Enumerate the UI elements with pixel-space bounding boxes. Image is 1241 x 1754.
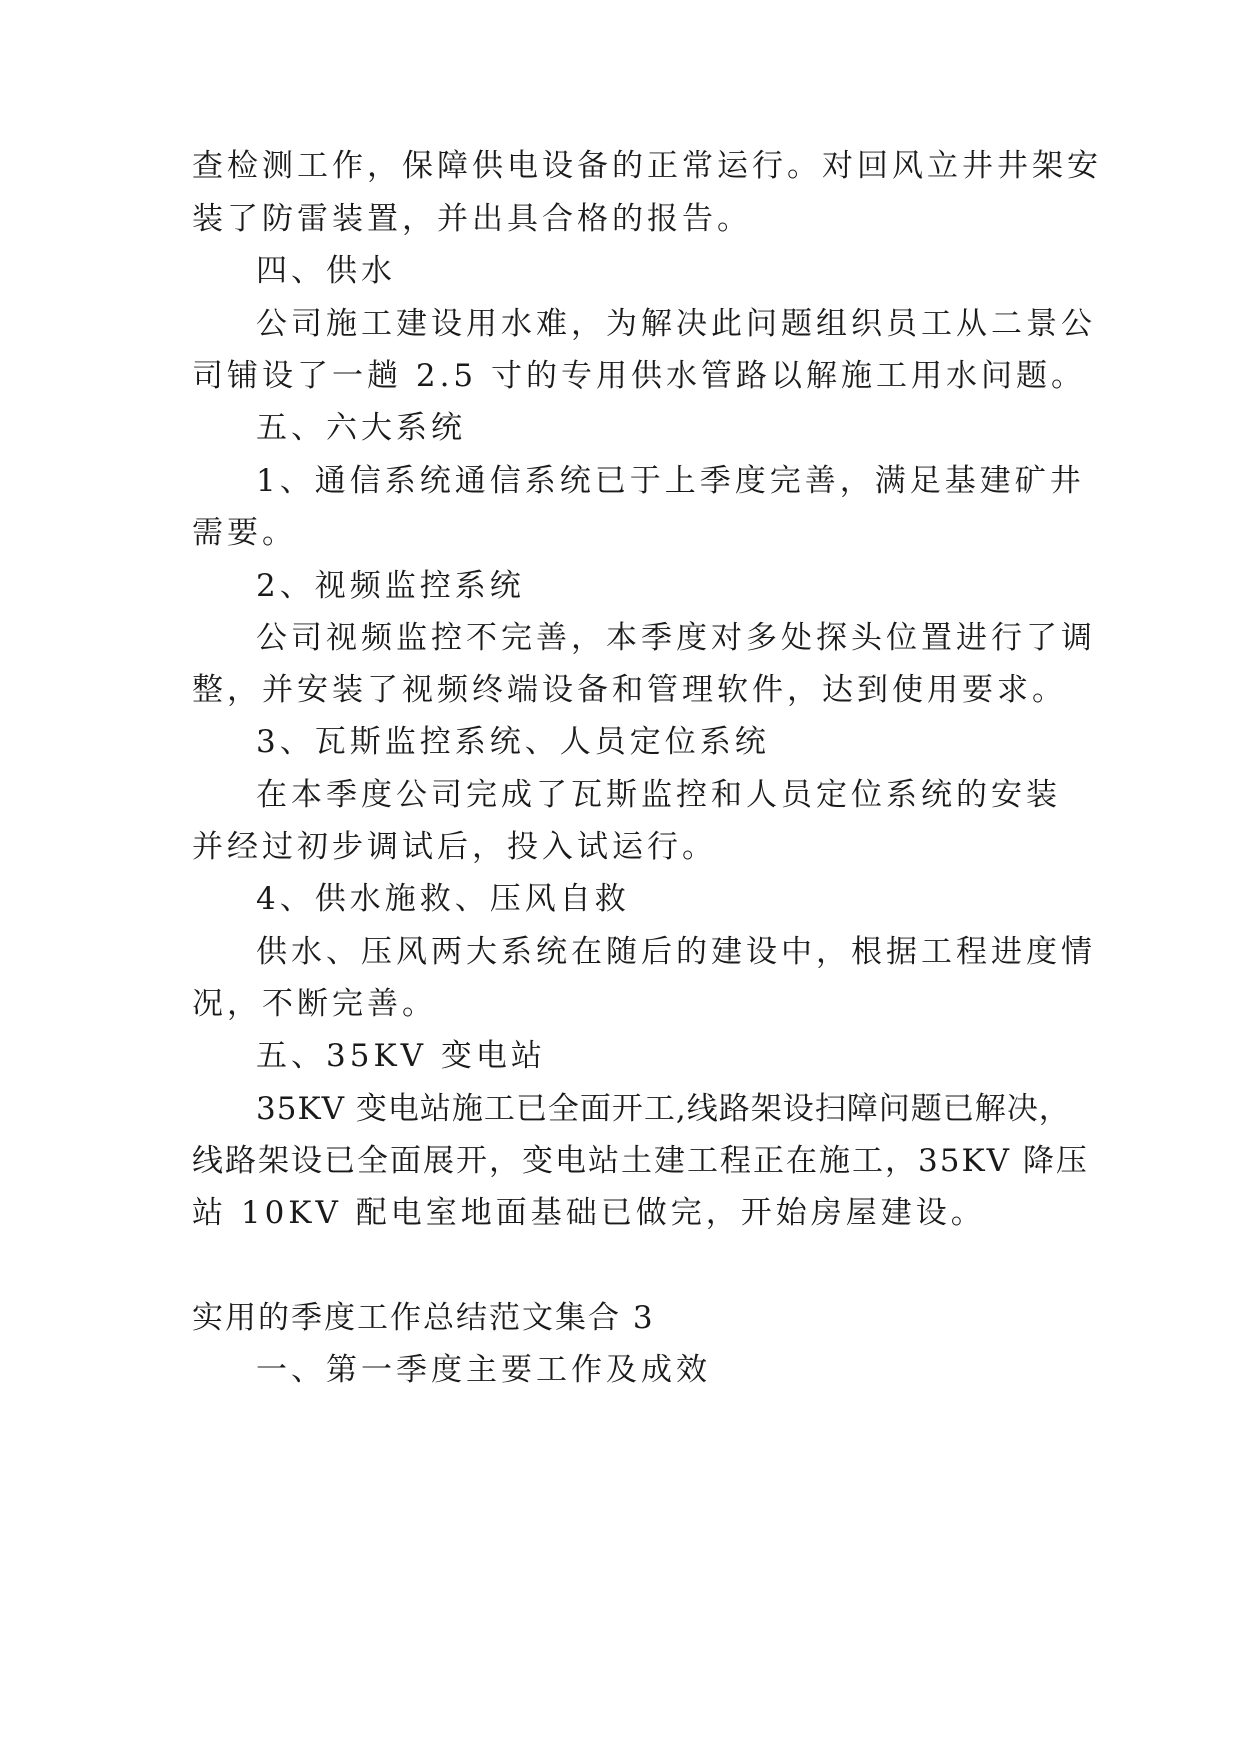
document-title: 实用的季度工作总结范文集合 3 [192,1300,655,1336]
paragraph-line: 并经过初步调试后，投入试运行。 [192,829,717,865]
paragraph-line: 装了防雷装置，并出具合格的报告。 [192,201,752,237]
subsection-heading: 4、供水施救、压风自救 [256,881,630,917]
section-heading: 五、六大系统 [256,410,466,446]
section-heading: 五、35KV 变电站 [256,1038,546,1074]
paragraph-line: 需要。 [192,515,297,551]
paragraph-line: 1、通信系统通信系统已于上季度完善，满足基建矿井 [256,463,1085,499]
paragraph-line: 公司视频监控不完善，本季度对多处探头位置进行了调 [256,620,1096,656]
paragraph-line: 站 10KV 配电室地面基础已做完，开始房屋建设。 [192,1195,986,1231]
subsection-heading: 2、视频监控系统 [256,568,525,604]
paragraph-line: 在本季度公司完成了瓦斯监控和人员定位系统的安装 [256,777,1061,813]
section-heading: 一、第一季度主要工作及成效 [256,1352,711,1388]
paragraph-line: 况，不断完善。 [192,986,437,1022]
paragraph-line: 整，并安装了视频终端设备和管理软件，达到使用要求。 [192,672,1067,708]
paragraph-line: 线路架设已全面展开，变电站土建工程正在施工，35KV 降压 [192,1143,1089,1179]
paragraph-line: 公司施工建设用水难，为解决此问题组织员工从二景公 [256,306,1096,342]
paragraph-line: 查检测工作，保障供电设备的正常运行。对回风立井井架安 [192,148,1102,184]
paragraph-line: 司铺设了一趟 2.5 寸的专用供水管路以解施工用水问题。 [192,358,1087,394]
subsection-heading: 3、瓦斯监控系统、人员定位系统 [256,724,770,760]
paragraph-line: 供水、压风两大系统在随后的建设中，根据工程进度情 [256,934,1096,970]
paragraph-line: 35KV 变电站施工已全面开工,线路架设扫障问题已解决， [256,1091,1071,1127]
section-heading: 四、供水 [256,253,396,289]
